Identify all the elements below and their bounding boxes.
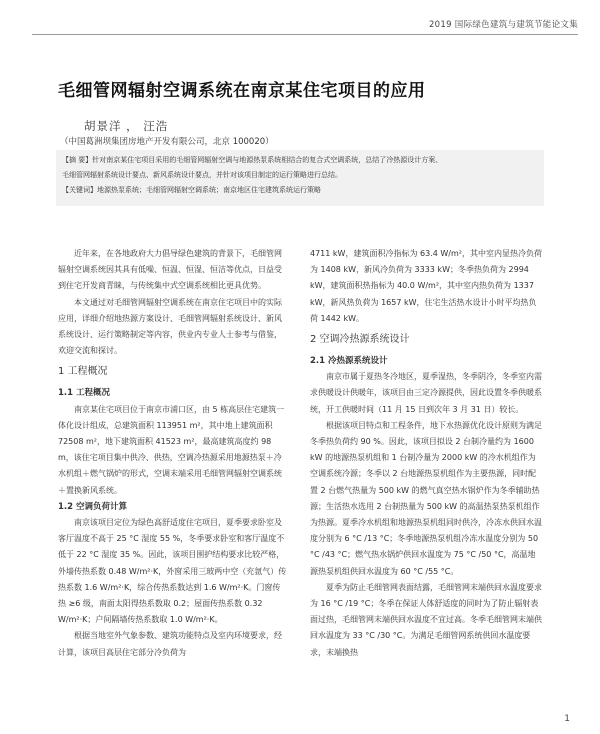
authors: 胡景洋 ， 汪浩 bbox=[84, 119, 169, 133]
affiliation: （中国葛洲坝集团房地产开发有限公司，北京 100020） bbox=[60, 137, 274, 147]
left-column bbox=[58, 246, 288, 661]
paper-title: 毛细管网辐射空调系统在南京某住宅项目的应用 bbox=[58, 81, 426, 101]
body-paragraph: 南京某住宅项目位于南京市浦口区，由 5 栋高层住宅建筑一体化设计组成，总建筑面积 113951 m²，其中地上建筑面积 72508 m²，地下建筑面积 41523 m²，最高建筑高度约 98 m，该住宅项目集中供冷、供热，空调冷热源采用地源热泵＋冷水机组＋燃气锅炉的形式，空调末端采用毛细管网辐射空调系统＋置换新风系统。 bbox=[58, 404, 285, 495]
body-paragraph: 根据当地室外气象参数、建筑功能特点及室内环境要求，经计算，该项目高层住宅部分冷负荷为 bbox=[58, 631, 282, 657]
subsection-heading: 2.1 冷热源系统设计 bbox=[310, 356, 388, 367]
right-column bbox=[310, 246, 542, 661]
body-paragraph: 根据该项目特点和工程条件，地下水热源优化设计原则为满足冬季热负荷约 90 %。因此，该项目拟设 2 台制冷量约为 1600 kW 的地源热泵机组和 1 台制冷量为 2000 kW 的冷水机组作为空调系统冷源；冬季以 2 台地源热泵机组作为主要热源，同时配置 2 台燃气热量为 500 kW 的燃气真空热水锅炉作为冬季辅助热源；生活热水选用 2 台制热量为 500 kW 的高温热泵热泵机组作为热源。夏季冷水机组和地源热泵机组同时供冷，冷冻水供回水温度分别为 6 °C /13 °C；冬季地源热泵机组冷冻水温度分别为 50 °C /43 °C；燃气热水锅炉供回水温度为 75 °C /50 °C，高温地源热泵机组供回水温度为 60 °C /55 °C。 bbox=[310, 420, 542, 576]
intro-paragraph: 近年来，在各地政府大力倡导绿色建筑的背景下，毛细管网辐射空调系统因其具有低噪、恒温、恒湿、恒洁等优点，日益受到住宅开发商青睐，与传统集中式空调系统相比更具优势。 bbox=[58, 249, 282, 291]
page-number: 1 bbox=[564, 714, 570, 724]
section-heading: 1 工程概况 bbox=[58, 366, 108, 378]
abstract-line: 毛细管网辐射系统设计要点、新风系统设计要点，并针对该项目制定的运行策略进行总结。 bbox=[62, 171, 342, 179]
subsection-heading: 1.2 空调负荷计算 bbox=[58, 501, 128, 512]
abstract-line: 【摘 要】针对南京某住宅项目采用的毛细管网辐射空调与地源热泵系统相结合的复合式空调系统，总结了冷热源设计方案、 bbox=[62, 156, 443, 164]
intro-paragraph: 本文通过对毛细管网辐射空调系统在南京住宅项目中的实际应用，详细介绍地热源方案设计、毛细管网辐射系统设计、新风系统设计、运行策略制定等内容，供业内专业人士参考与借鉴，欢迎交流和探讨。 bbox=[58, 297, 282, 356]
section-heading: 2 空调冷热源系统设计 bbox=[310, 334, 410, 346]
body-paragraph: 南京市属于夏热冬冷地区，夏季湿热，冬季阴冷，冬季室内需求供暖设计供暖年，该项目由三定冷源提供，因此设置冬季供暖系统，开工供暖时间（11 月 15 日到次年 3 月 31 日）较长。 bbox=[310, 372, 542, 414]
body-paragraph: 南京该项目定位为绿色高舒适度住宅项目，夏季要求卧室及客厅温度不高于 25 °C 湿度 55 %，冬季要求卧室和客厅温度不低于 22 °C 湿度 35 %。因此，该项目围护结构要求比较严格，外墙传热系数 0.48 W/m²·K，外窗采用三玻两中空（充氩气）传热系数 1.6 W/m²·K，综合传热系数达到 1.6 W/m²·K。门窗传热 ≥6 级，南面太阳得热系数取 0.2；屋面传热系数 0.32 W/m²·K；户间隔墙传热系数取 1.0 W/m²·K。 bbox=[58, 518, 287, 625]
subsection-heading: 1.1 工程概况 bbox=[58, 388, 111, 399]
header-rule bbox=[32, 34, 578, 35]
body-paragraph: 夏季为防止毛细管网表面结露，毛细管网末端供回水温度要求为 16 °C /19 °C；冬季在保证人体舒适度的同时为了防止辐射表面过热，毛细管网末端供回水温度不宜过高。冬季毛细管网末端供回水温度为 33 °C /30 °C。为满足毛细管网系统供回水温度要求，末端换热 bbox=[310, 582, 542, 657]
header-text: 2019 国际绿色建筑与建筑节能论文集 bbox=[428, 20, 578, 30]
keywords-line: 【关键词】地源热泵系统；毛细管网辐射空调系统；南京地区住宅建筑系统运行策略 bbox=[62, 186, 321, 194]
page-header bbox=[0, 0, 600, 40]
body-paragraph: 4711 kW，建筑面积冷指标为 63.4 W/m²，其中室内显热冷负荷为 1408 kW，新风冷负荷为 3333 kW；冬季热负荷为 2994 kW，建筑面积热指标为 40.0 W/m²，其中室内热负荷为 1337 kW，新风热负荷为 1657 kW，住宅生活热水设计小时平均热负荷 1442 kW。 bbox=[310, 249, 542, 323]
